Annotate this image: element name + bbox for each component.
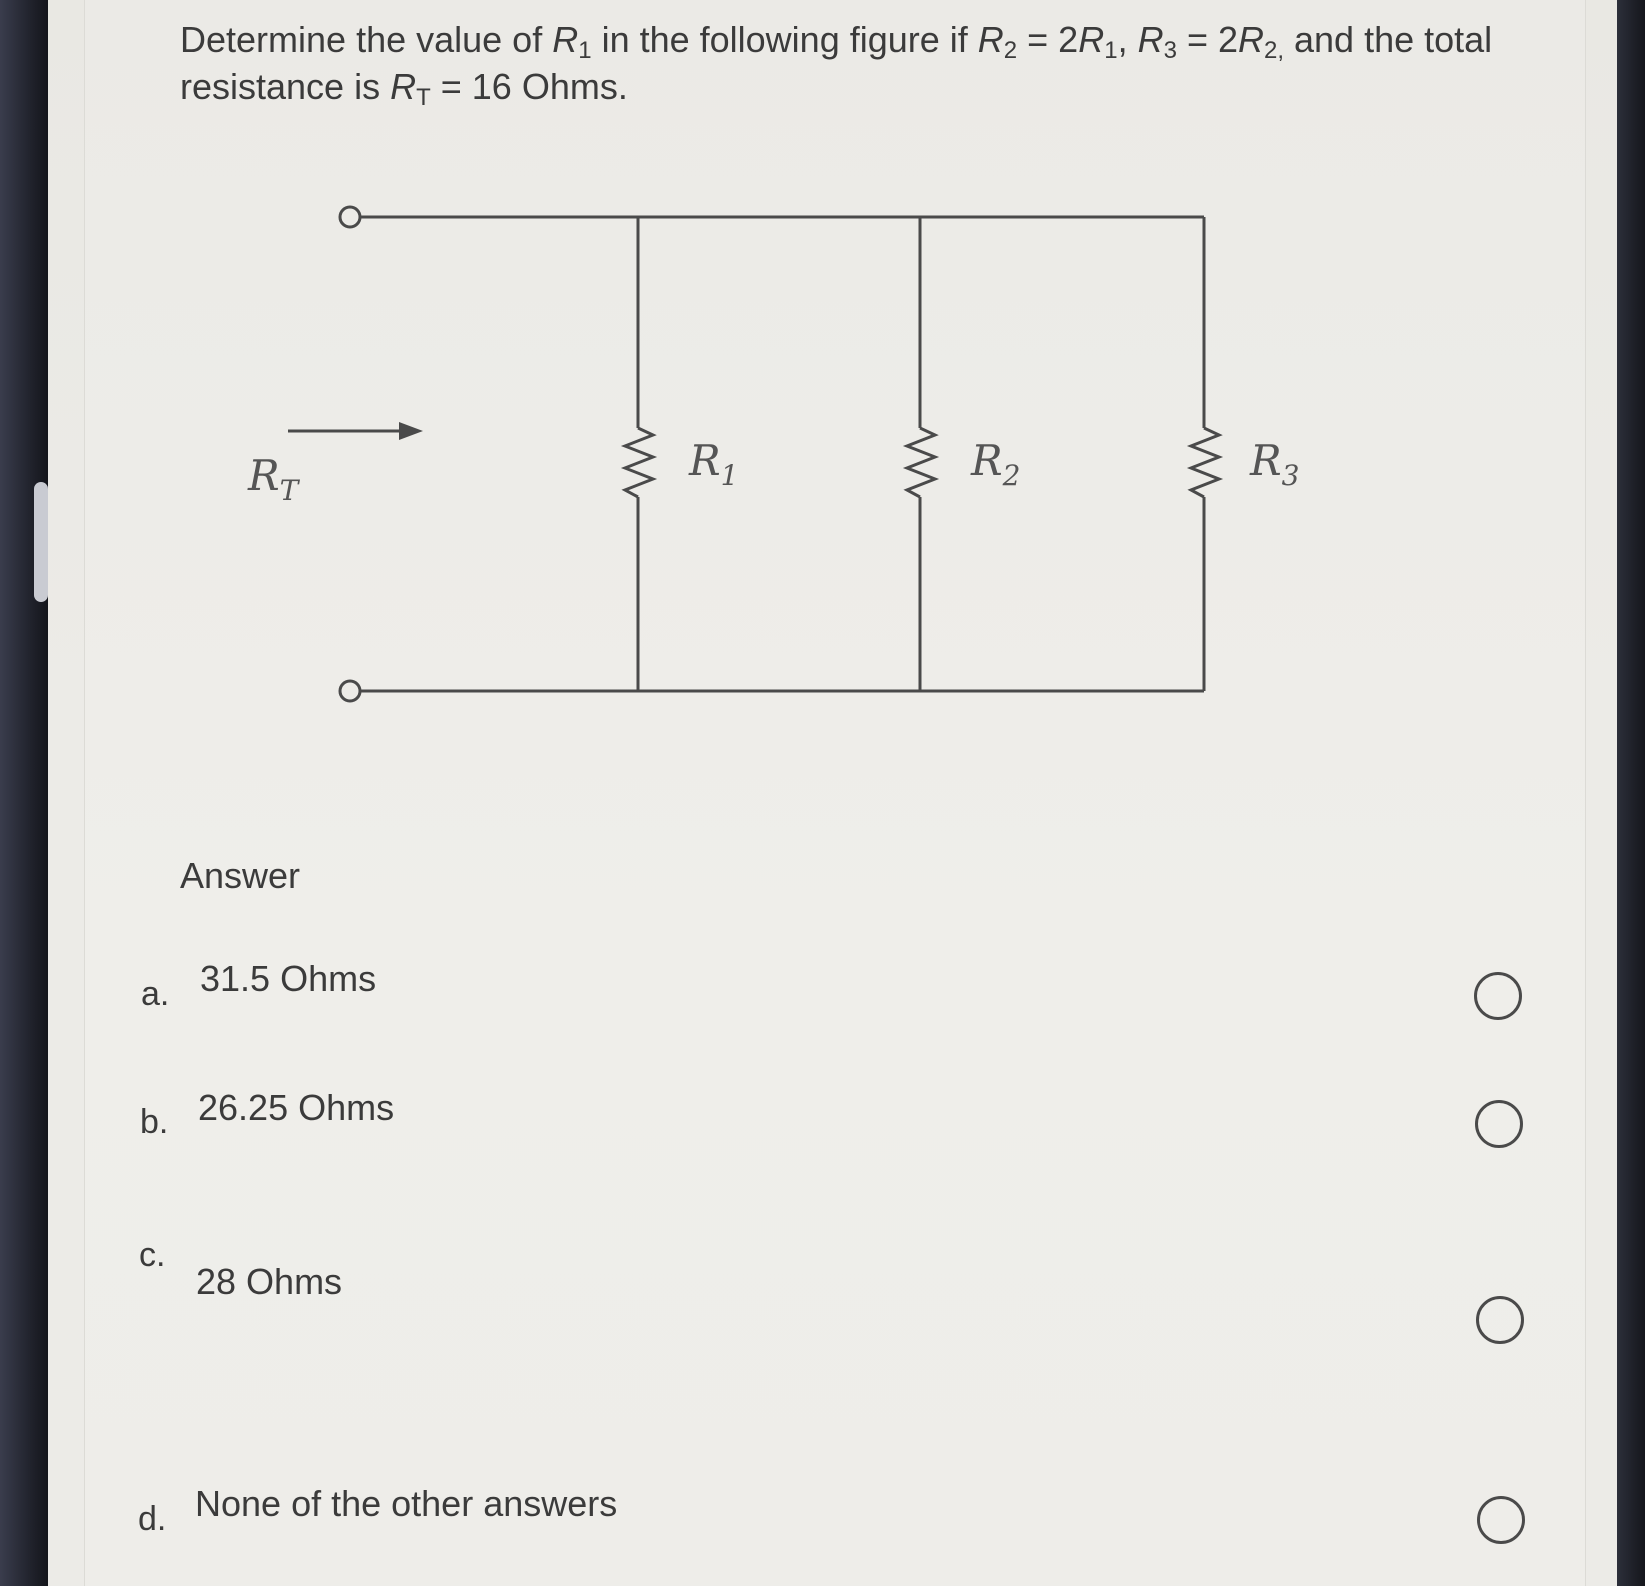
right-bezel: [1617, 0, 1645, 1586]
option-d-text[interactable]: None of the other answers: [195, 1483, 618, 1524]
option-b-text[interactable]: 26.25 Ohms: [198, 1087, 395, 1128]
option-c-letter: c.: [139, 1236, 166, 1274]
resistor-r1-symbol: [625, 428, 653, 497]
left-bezel: [0, 0, 48, 1586]
scrollbar-thumb[interactable]: [34, 482, 48, 602]
resistor-r3-symbol: [1191, 428, 1219, 497]
option-c-radio[interactable]: [1476, 1296, 1524, 1344]
resistor-r2-symbol: [907, 428, 935, 497]
r3-label: $R_3$: [1250, 436, 1300, 492]
r2-label: $R_2$: [971, 436, 1021, 492]
page: [48, 0, 1617, 1586]
rt-label: $R_T$: [248, 451, 299, 507]
option-a-letter: a.: [141, 975, 170, 1013]
option-c-text[interactable]: 28 Ohms: [196, 1261, 343, 1302]
answer-heading: Answer: [180, 855, 301, 896]
r1-label: $R_1$: [689, 436, 739, 492]
question-card: [84, 0, 1586, 1586]
rt-arrow-head: [399, 422, 423, 440]
circuit-diagram: [85, 0, 1585, 800]
bottom-terminal: [340, 681, 360, 701]
option-a-radio[interactable]: [1474, 972, 1522, 1020]
option-b-letter: b.: [140, 1103, 169, 1141]
option-b-radio[interactable]: [1475, 1100, 1523, 1148]
question-text: Determine the value of $R_1$ in the following figure if $R_2 = 2R_1$, $R_3 = 2R_{2,}$ and the total resistance is $R_T = 16$ Ohms.: [180, 19, 1493, 111]
top-terminal: [340, 207, 360, 227]
option-d-radio[interactable]: [1477, 1496, 1525, 1544]
option-a-text[interactable]: 31.5 Ohms: [200, 958, 377, 999]
option-d-letter: d.: [138, 1500, 167, 1538]
